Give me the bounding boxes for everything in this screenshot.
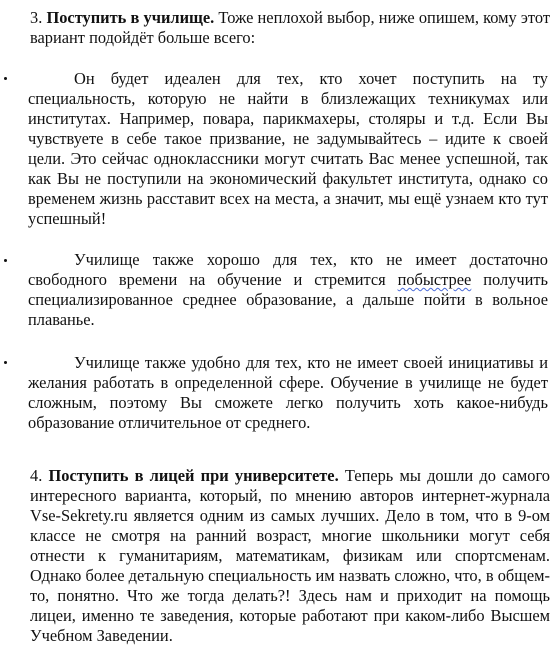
section-3-intro (30, 8, 550, 48)
section-4-paragraph (30, 466, 550, 646)
bullet-3-text: Училище также удобно для тех, кто не имеет своей инициативы и желания работать в определенной сфере. Обучение в училище не будет сложным, поэтому Вы сможете легко получить хоть какое-нибудь образование отличительное от среднего. (28, 353, 548, 432)
section-3-bullet-1 (28, 69, 548, 229)
section-3-heading: Поступить в училище. (46, 8, 215, 27)
section-4-body-text: Теперь мы дошли до самого интересного варианта, который, по мнению авторов интернет-журнала Vse-Sekrety.ru является одним из самых лучших. Дело в том, что в 9-ом классе не смотря на ранний возраст, многие школьники могут себя отнести к гуманитариям, математикам, физикам или спортсменам. Однако более детальную специальность им назвать сложно, что, в общем-то, понятно. Что же тогда делать?! Здесь нам и приходит на помощь лицеи, именно те заведения, которые работают при каком-либо Высшем Учебном Заведении. (30, 466, 550, 645)
bullet-marker (4, 256, 12, 264)
section-3-bullet-3 (28, 353, 548, 433)
section-3-number: 3. (30, 8, 43, 27)
bullet-2-text-after: получить специализированное среднее образование, а дальше пойти в вольное плаванье. (28, 270, 548, 329)
section-3-bullet-2 (28, 250, 548, 330)
bullet-1-text: Он будет идеален для тех, кто хочет поступить на ту специальность, которую не найти в близлежащих техникумах или институтах. Например, повара, парикмахеры, столяры и т.д. Если Вы чувствуете в себе такое призвание, не задумывайтесь – идите к своей цели. Это сейчас одноклассники могут считать Вас менее успешной, так как Вы не поступили на экономический факультет института, однако со временем жизнь расставит всех на места, а значит, мы ещё узнаем кто тут успешный! (28, 69, 548, 228)
bullet-marker (4, 358, 12, 366)
section-3-intro-text: Тоже неплохой выбор, ниже опишем, кому этот вариант подойдёт больше всего: (30, 8, 550, 47)
bullet-2-text-before: Училище также хорошо для тех, кто не имеет достаточно свободного времени на обучение и стремится (28, 250, 548, 289)
section-4-number: 4. (30, 466, 43, 485)
spellcheck-word: побыстрее (397, 270, 472, 289)
section-4-heading: Поступить в лицей при университете. (48, 466, 339, 485)
bullet-marker (4, 74, 12, 82)
